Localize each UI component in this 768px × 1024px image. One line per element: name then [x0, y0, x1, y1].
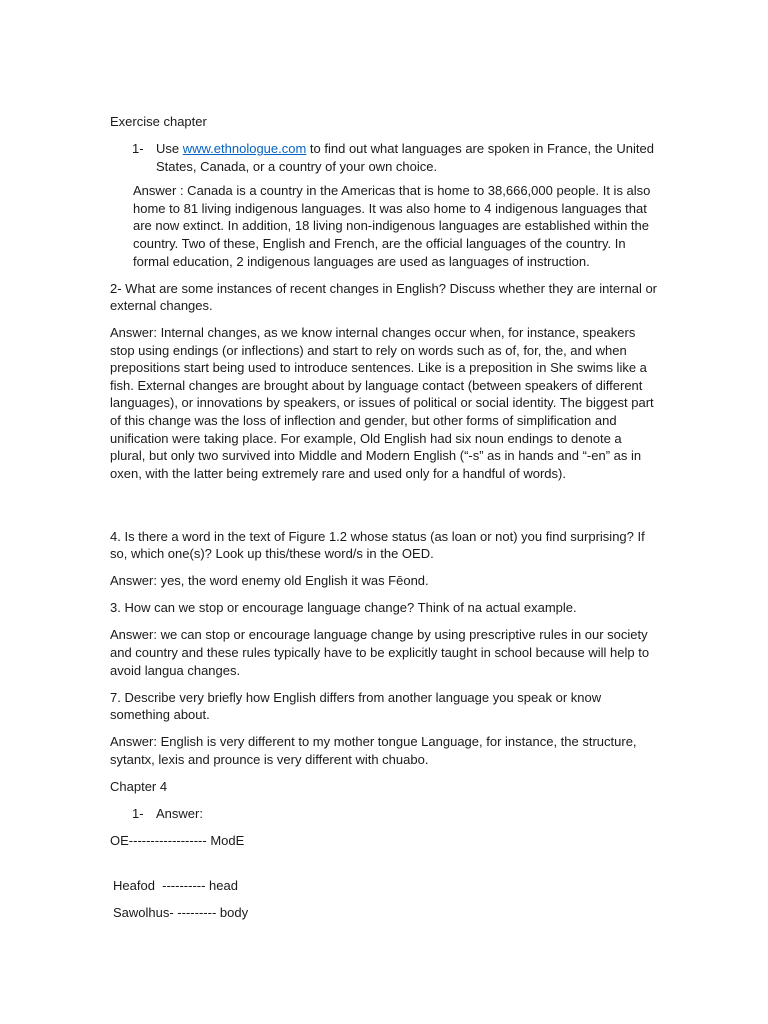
question-2: 2- What are some instances of recent changes in English? Discuss whether they are internal or external changes.: [110, 280, 657, 314]
word-pair-heafod: Heafod ---------- head: [113, 877, 238, 893]
blank-line: [110, 492, 660, 528]
question-4: 4. Is there a word in the text of Figure 1.2 whose status (as loan or not) you find surprising? If so, which one(s)? Look up this/these word/s in the OED.: [110, 528, 645, 562]
question-7: 7. Describe very briefly how English differs from another language you speak or know something about.: [110, 689, 602, 723]
answer-2: Answer: Internal changes, as we know internal changes occur when, for instance, speakers stop using endings (or inflections) and start to rely on words such as of, for, the, and when prepositions start being used to introduce sentences. Like is a preposition in She swims like a fish. External changes are brought about by language contact (between speakers of different languages), or innovations by speakers, or issues of political or social identity. The biggest part of this change was the loss of inflection and gender, but other forms of simplification and unification were taking place. For example, Old English had six noun endings to denote a plural, but only two survived into Middle and Modern English (“-s” as in hands and “-en” as in oxen, with the latter being extremely rare and used only for a handful of words).: [110, 325, 654, 481]
blank-line: [110, 859, 660, 877]
question-3: 3. How can we stop or encourage language change? Think of na actual example.: [110, 600, 577, 616]
answer-7: Answer: English is very different to my mother tongue Language, for instance, the structure, sytantx, lexis and prounce is very different with chuabo.: [110, 734, 637, 767]
question-1-text-end: to find out what languages are spoken in France, the United States, Canada, or a country of your own choice.: [156, 140, 654, 174]
document-body: [110, 113, 660, 931]
ethnologue-link[interactable]: www.ethnologue.com: [182, 140, 307, 156]
answer-1: Answer : Canada is a country in the Americas that is home to 38,666,000 people. It is also home to 81 living indigenous languages. It was also home to 4 indigenous languages that are now extinct. In addition, 18 living non-indigenous languages are established within the country. Two of these, English and French, are the official languages of the country. In formal education, 2 indigenous languages are used as languages of instruction.: [133, 183, 651, 269]
document-title: Exercise chapter: [110, 114, 207, 129]
chapter-4-item: [110, 805, 660, 823]
question-1: [110, 140, 660, 175]
chapter-4-item-text: Answer:: [156, 805, 203, 821]
chapter-4-heading: Chapter 4: [110, 778, 168, 794]
word-pair-sawolhus: Sawolhus- --------- body: [113, 904, 249, 920]
question-1-text-start: Use: [156, 140, 183, 156]
answer-4: Answer: yes, the word enemy old English it was Fēond.: [110, 573, 429, 589]
list-number: 1-: [132, 140, 144, 156]
list-number: 1-: [132, 805, 144, 821]
answer-3: Answer: we can stop or encourage language change by using prescriptive rules in our society and country and these rules typically have to be explicitly taught in school because will help to avoid langua changes.: [110, 627, 650, 678]
word-table-header: OE------------------ ModE: [110, 832, 245, 848]
